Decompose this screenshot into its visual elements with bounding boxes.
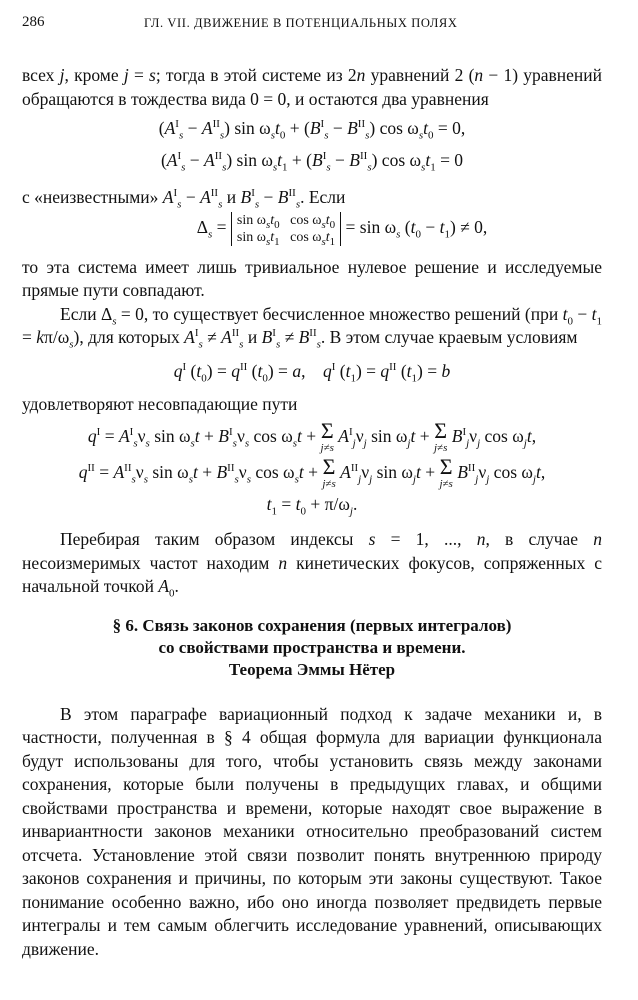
determinant-matrix: $\sin \omega_st_0$ $\cos \omega_st_0$ $\sin \omega_st_1$ $\cos \omega_st_1$ xyxy=(231,212,341,246)
paragraph-6: Перебирая таким образом индексы s = 1, ..., n, в случае n несоизмеримых частот находим n кинетических фокусов, сопряженных с начальной точкой $A_0$. xyxy=(22,529,602,600)
page-number: 286 xyxy=(22,14,45,30)
page-header xyxy=(22,14,602,40)
section-title-line: Теорема Эммы Нётер xyxy=(228,659,396,679)
paragraph-5: удовлетворяют несовпадающие пути xyxy=(22,394,298,414)
equation-line: $(A^I_s - A^{II}_s)$ $\sin \omega_st_0 + (B^I_s - B^{II}_s)$ $\cos \omega_st_0 = 0$, xyxy=(158,118,466,142)
running-title: ГЛ. VII. ДВИЖЕНИЕ В ПОТЕНЦИАЛЬНЫХ ПОЛЯХ xyxy=(144,16,458,30)
determinant-equation: $\Delta_s = \sin \omega_st_0$ $\cos \omega_st_0$ $\sin \omega_st_1$ $\cos \omega_st_1 = \sin \omega_s$ $(t_0 - t_1) \ne 0$, xyxy=(196,212,488,248)
book-page xyxy=(22,14,602,961)
equation-line: $t_1 = t_0 + \pi/\omega_j$. xyxy=(266,493,358,517)
section-title-line: § 6. Связь законов сохранения (первых интегралов) xyxy=(112,615,512,635)
paragraph-2: с «неизвестными» $A^I_s - A^{II}_s$ и $B^I_s - B^{II}_s$. Если xyxy=(22,187,346,211)
section-heading xyxy=(22,615,602,681)
section-title-line: со свойствами пространства и времени. xyxy=(158,637,466,657)
paragraph-1: всех j, кроме j = s; тогда в этой системе из 2n уравнений 2 (n − 1) уравнений обращаются в тождества вида 0 = 0, и остаются два уравнения xyxy=(22,65,602,109)
paragraph-7: В этом параграфе вариационный подход к задаче механики и, в частности, полученная в § 4 общая формула для вариации функционала будут использованы для того, чтобы установить связь между законами сохранения, которые были получены в предыдущих главах, и общими свойствами пространства и времени, которые находят свое выражение в инвариантности законов механики относительно преобразований систем отсчета. Установление этой связи позволит понять внутреннюю природу законов сохранения и причины, по которым эти законы существуют. Такое понимание особенно важно, ибо оно иногда позволяет предвидеть первые интегралы и тем самым облегчить исследование уравнений, описывающих движение. xyxy=(22,703,602,959)
equation-line: $(A^I_s - A^{II}_s)$ $\sin \omega_st_1 + (B^I_s - B^{II}_s)$ $\cos \omega_st_1 = 0$ xyxy=(160,149,464,173)
paths-equations xyxy=(22,417,602,517)
equation-system-1 xyxy=(22,117,602,172)
paragraph-3: то эта система имеет лишь тривиальное нулевое решение и исследуемые прямые пути совпадают. xyxy=(22,256,602,300)
boundary-conditions: $q^I$ $(t_0) = q^{II}$ $(t_0) = a$, $q^I$ $(t_1) = q^{II}$ $(t_1) = b$ xyxy=(173,360,451,384)
equation-line: $q^{II} = A^{II}_s\nu_s$ $\sin \omega_st + B^{II}_s\nu_s$ $\cos \omega_st$ + Σ j≠s $A^{II}_j\nu_j$ $\sin \omega_jt$ + Σ j≠s $B^{II}_j\nu_j$ $\cos \omega_jt$, xyxy=(78,453,546,490)
equation-line: $q^I = A^I_s\nu_s$ $\sin \omega_st + B^I_s\nu_s$ $\cos \omega_st$ + Σ j≠s $A^I_j\nu_j$ $\sin \omega_jt$ + Σ j≠s $B^I_j\nu_j$ $\cos \omega_jt$, xyxy=(87,417,537,454)
paragraph-4: Если $\Delta_s = 0$, то существует бесчисленное множество решений (при $t_0 - t_1 = k\pi/\omega_s$), для которых $A^I_s \ne A^{II}_s$ и $B^I_s \ne B^{II}_s$. В этом случае краевым условиям xyxy=(22,303,603,351)
